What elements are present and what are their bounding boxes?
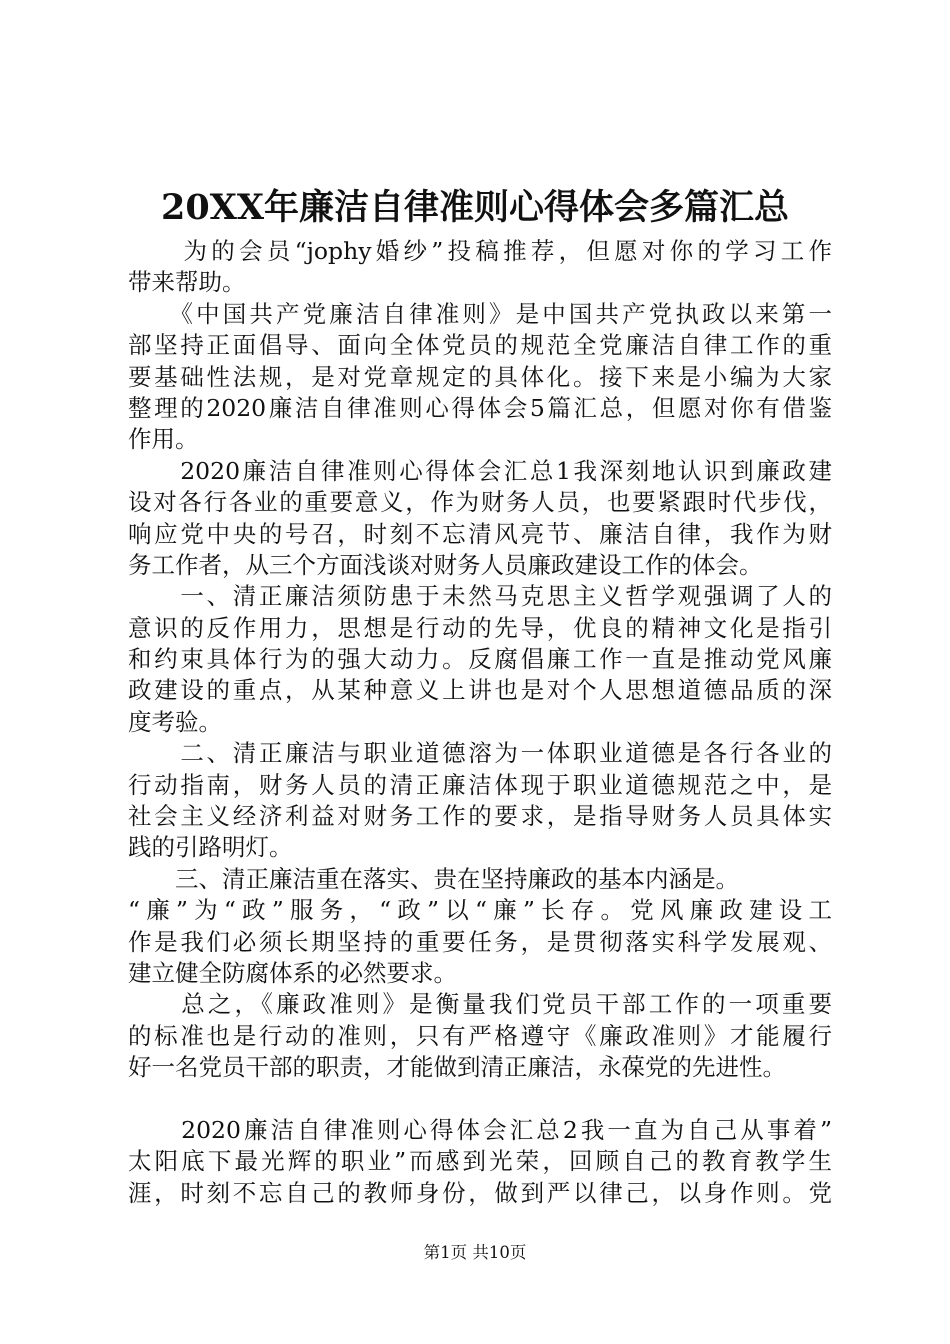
page-footer: 第1页 共10页 [423,1243,527,1262]
text-line: 2020廉洁自律准则心得体会汇总2我一直为自己从事着” [128,1115,832,1144]
text-line: 2020廉洁自律准则心得体会汇总1我深刻地认识到廉政建 [128,456,832,485]
text-line: 意识的反作用力，思想是行动的先导，优良的精神文化是指引 [128,613,832,642]
text-line: 好一名党员干部的职责，才能做到清正廉洁，永葆党的先进性。 [128,1053,786,1082]
text-line: 总之，《廉政准则》是衡量我们党员干部工作的一项重要 [128,990,832,1019]
text-line: 社会主义经济利益对财务工作的要求，是指导财务人员具体实 [128,802,832,831]
text-line: 二、清正廉洁与职业道德溶为一体职业道德是各行各业的 [128,739,832,768]
document-title: 20XX年廉洁自律准则心得体会多篇汇总 [160,187,790,228]
text-line: 响应党中央的号召，时刻不忘清风亮节、廉洁自律，我作为财 [128,519,832,548]
text-line: 践的引路明灯。 [128,833,293,862]
text-line: 建立健全防腐体系的必然要求。 [128,958,457,987]
text-line: 为的会员“jophy婚纱”投稿推荐，但愿对你的学习工作 [128,237,832,265]
document-body [128,236,832,1209]
text-line: 要基础性法规，是对党章规定的具体化。接下来是小编为大家 [128,362,832,391]
blank-line [128,1084,832,1115]
text-line: 部坚持正面倡导、面向全体党员的规范全党廉洁自律工作的重 [128,331,832,360]
text-line: 设对各行各业的重要意义，作为财务人员，也要紧跟时代步伐， [128,488,832,517]
text-line: 作用。 [128,425,199,454]
text-line: 和约束具体行为的强大动力。反腐倡廉工作一直是推动党风廉 [128,645,832,674]
text-line: 度考验。 [128,707,222,736]
text-line: 行动指南，财务人员的清正廉洁体现于职业道德规范之中，是 [128,770,832,799]
text-line: 太阳底下最光辉的职业”而感到光荣，回顾自己的教育教学生 [128,1147,832,1176]
text-line: “廉”为“政”服务，“政”以“廉”长存。党风廉政建设工 [128,896,832,925]
text-line: 带来帮助。 [128,268,246,297]
text-line: 一、清正廉洁须防患于未然马克思主义哲学观强调了人的 [128,582,832,611]
text-line: 《中国共产党廉洁自律准则》是中国共产党执政以来第一 [128,299,832,328]
text-line: 务工作者，从三个方面浅谈对财务人员廉政建设工作的体会。 [128,550,763,579]
text-line: 涯，时刻不忘自己的教师身份，做到严以律己，以身作则。党 [128,1178,832,1207]
text-line: 作是我们必须长期坚持的重要任务，是贯彻落实科学发展观、 [128,927,832,956]
text-line: 的标准也是行动的准则，只有严格遵守《廉政准则》才能履行 [128,1021,832,1050]
text-line: 三、清正廉洁重在落实、贵在坚持廉政的基本内涵是。 [128,864,739,893]
text-line: 整理的2020廉洁自律准则心得体会5篇汇总，但愿对你有借鉴 [128,393,832,422]
text-line: 政建设的重点，从某种意义上讲也是对个人思想道德品质的深 [128,676,832,705]
